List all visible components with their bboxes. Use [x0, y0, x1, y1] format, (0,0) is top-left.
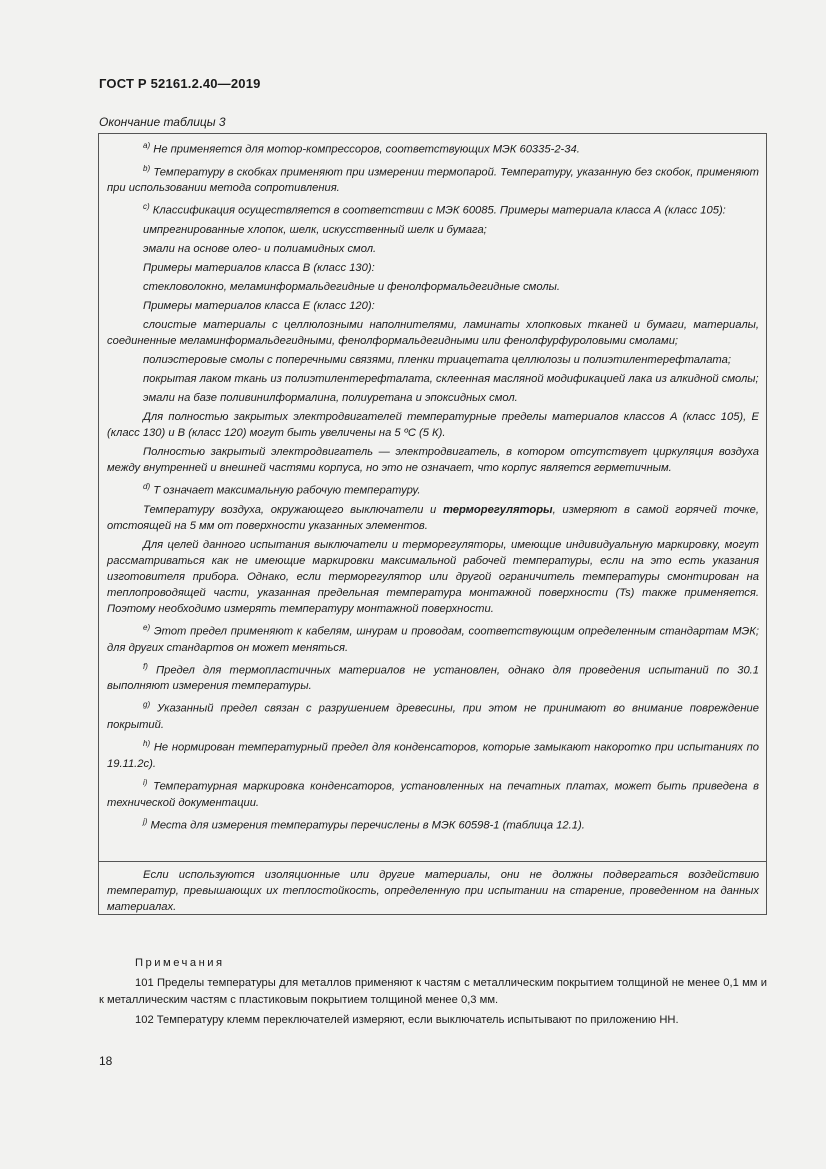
table-divider [99, 861, 766, 862]
footnote-text: Примеры материалов класса В (класс 130): [143, 262, 375, 275]
table-footer [107, 867, 759, 915]
table-3-end [98, 133, 767, 915]
footnote-text: Для целей данного испытания выключатели и терморегуляторы, имеющие индивидуальную маркировку, могут рассматриваться как не имеющие маркировки максимальной рабочей температуры, если на это есть указания изготовителя прибора. Однако, если терморегулятор или другой ограничитель температуры смонтирован на теплопроводящей части, указанная предельная температура монтажной поверхности (Ts) также применяется. Поэтому необходимо измерять температуру монтажной поверхности. [107, 538, 759, 615]
footnote-paragraph [107, 279, 759, 295]
footnote-paragraph [107, 409, 759, 441]
footnote-paragraph [107, 199, 759, 219]
page-number: 18 [99, 1054, 113, 1068]
footnote-paragraph [107, 138, 759, 158]
footnote-paragraph [107, 736, 759, 772]
footnote-paragraph [107, 222, 759, 238]
footnote-text: Не нормирован температурный предел для конденсаторов, которые замыкают накоротко при испытаниях по 19.11.2с). [107, 741, 759, 770]
footnote-text: Полностью закрытый электродвигатель — электродвигатель, в котором отсутствует циркуляция воздуха между внутренней и внешней частями корпуса, но это не означает, что корпус является герметичным. [107, 446, 759, 475]
table-caption: Окончание таблицы 3 [99, 115, 226, 129]
footnote-mark: g) [143, 700, 151, 710]
footnote-paragraph [107, 697, 759, 733]
notes-title: Примечания [135, 957, 225, 969]
footnote-paragraph [107, 161, 759, 197]
footnote-paragraph [107, 775, 759, 811]
footnote-paragraph [107, 260, 759, 276]
footnote-text: Для полностью закрытых электродвигателей температурные пределы материалов классов А (класс 105), Е (класс 130) и В (класс 120) могут быть увеличены на 5 ºС (5 К). [107, 411, 759, 440]
footnote-mark: j) [143, 816, 148, 826]
footnote-text: импрегнированные хлопок, шелк, искусственный шелк и бумага; [143, 224, 487, 237]
table-footer-text: Если используются изоляционные или другие материалы, они не должны подвергаться воздействию температур, превышающих их теплостойкость, определенную при испытании на старение, проведенном на данных материалах. [107, 869, 759, 913]
document-header: ГОСТ Р 52161.2.40—2019 [99, 76, 261, 91]
footnote-paragraph [107, 298, 759, 314]
footnote-text: Этот предел применяют к кабелям, шнурам и проводам, соответствующим определенным стандартам МЭК; для других стандартов он может меняться. [107, 625, 759, 654]
footnote-text: T означает максимальную рабочую температуру. [150, 484, 421, 497]
footnote-mark: e) [143, 622, 151, 632]
footnote-text: Температуру воздуха, окружающего выключатели и [143, 503, 443, 516]
footnote-text: Температурная маркировка конденсаторов, установленных на печатных платах, может быть приведена в технической документации. [107, 780, 759, 809]
footnote-bold-term: терморегуляторы [442, 503, 553, 516]
footnote-text: Классификация осуществляется в соответствии с МЭК 60085. Примеры материала класса А (класс 105): [149, 205, 726, 218]
footnote-text: эмали на основе олео- и полиамидных смол. [143, 243, 377, 256]
footnote-paragraph [107, 814, 759, 834]
footnote-mark: b) [143, 163, 151, 173]
footnote-mark: h) [143, 739, 151, 749]
footnote-text: Указанный предел связан с разрушением древесины, при этом не принимают во внимание повреждение покрытий. [107, 703, 759, 732]
footnote-paragraph [107, 659, 759, 695]
footnote-text: Не применяется для мотор-компрессоров, соответствующих МЭК 60335-2-34. [150, 143, 580, 156]
footnote-paragraph [107, 502, 759, 534]
note-item: 102 Температуру клемм переключателей измеряют, если выключатель испытывают по приложению НН. [135, 1014, 679, 1026]
footnote-paragraph [107, 537, 759, 617]
footnote-mark: a) [143, 141, 151, 150]
notes-section [99, 955, 767, 1032]
footnote-mark: d) [143, 482, 151, 492]
footnote-mark: f) [143, 661, 148, 671]
footnote-text: эмали на базе поливинилформалина, полиуретана и эпоксидных смол. [143, 392, 518, 405]
footnote-paragraph [107, 241, 759, 257]
footnote-text: полиэстеровые смолы с поперечными связями, пленки триацетата целлюлозы и полиэтилентерефталата; [143, 354, 731, 367]
footnote-paragraph [107, 620, 759, 656]
footnote-paragraph [107, 352, 759, 368]
footnote-text: стекловолокно, меламинформальдегидные и фенолформальдегидные смолы. [143, 281, 560, 294]
footnote-paragraph [107, 444, 759, 476]
footnotes [107, 138, 759, 836]
footnote-text: Предел для термопластичных материалов не установлен, однако для проведения испытаний по 30.1 выполняют измерения температуры. [107, 664, 759, 693]
footnote-text: слоистые материалы с целлюлозными наполнителями, ламинаты хлопковых тканей и бумаги, материалы, соединенные меламинформальдегидными, фенолформальдегидными или фенолфурфуроловыми смолами; [107, 319, 759, 348]
footnote-paragraph [107, 371, 759, 387]
footnote-text: Примеры материалов класса Е (класс 120): [143, 300, 375, 313]
footnote-paragraph [107, 390, 759, 406]
footnote-paragraph [107, 317, 759, 349]
footnote-mark: c) [143, 202, 150, 212]
footnote-text: Температуру в скобках применяют при измерении термопарой. Температуру, указанную без скобок, применяют при использовании метода сопротивления. [107, 166, 759, 195]
note-item: 101 Пределы температуры для металлов применяют к частям с металлическим покрытием толщиной не менее 0,1 мм и к металлическим частям с пластиковым покрытием толщиной менее 0,3 мм. [99, 977, 767, 1006]
footnote-text: покрытая лаком ткань из полиэтилентерефталата, склеенная масляной модификацией лака из алкидной смолы; [143, 373, 759, 386]
footnote-text-cont: , измеряют в самой горячей точке, отстоящей на 5 мм от поверхности указанных элементов. [107, 503, 759, 532]
footnote-text: Места для измерения температуры перечислены в МЭК 60598-1 (таблица 12.1). [147, 819, 585, 832]
footnote-paragraph [107, 479, 759, 499]
footnote-mark: i) [143, 777, 148, 787]
